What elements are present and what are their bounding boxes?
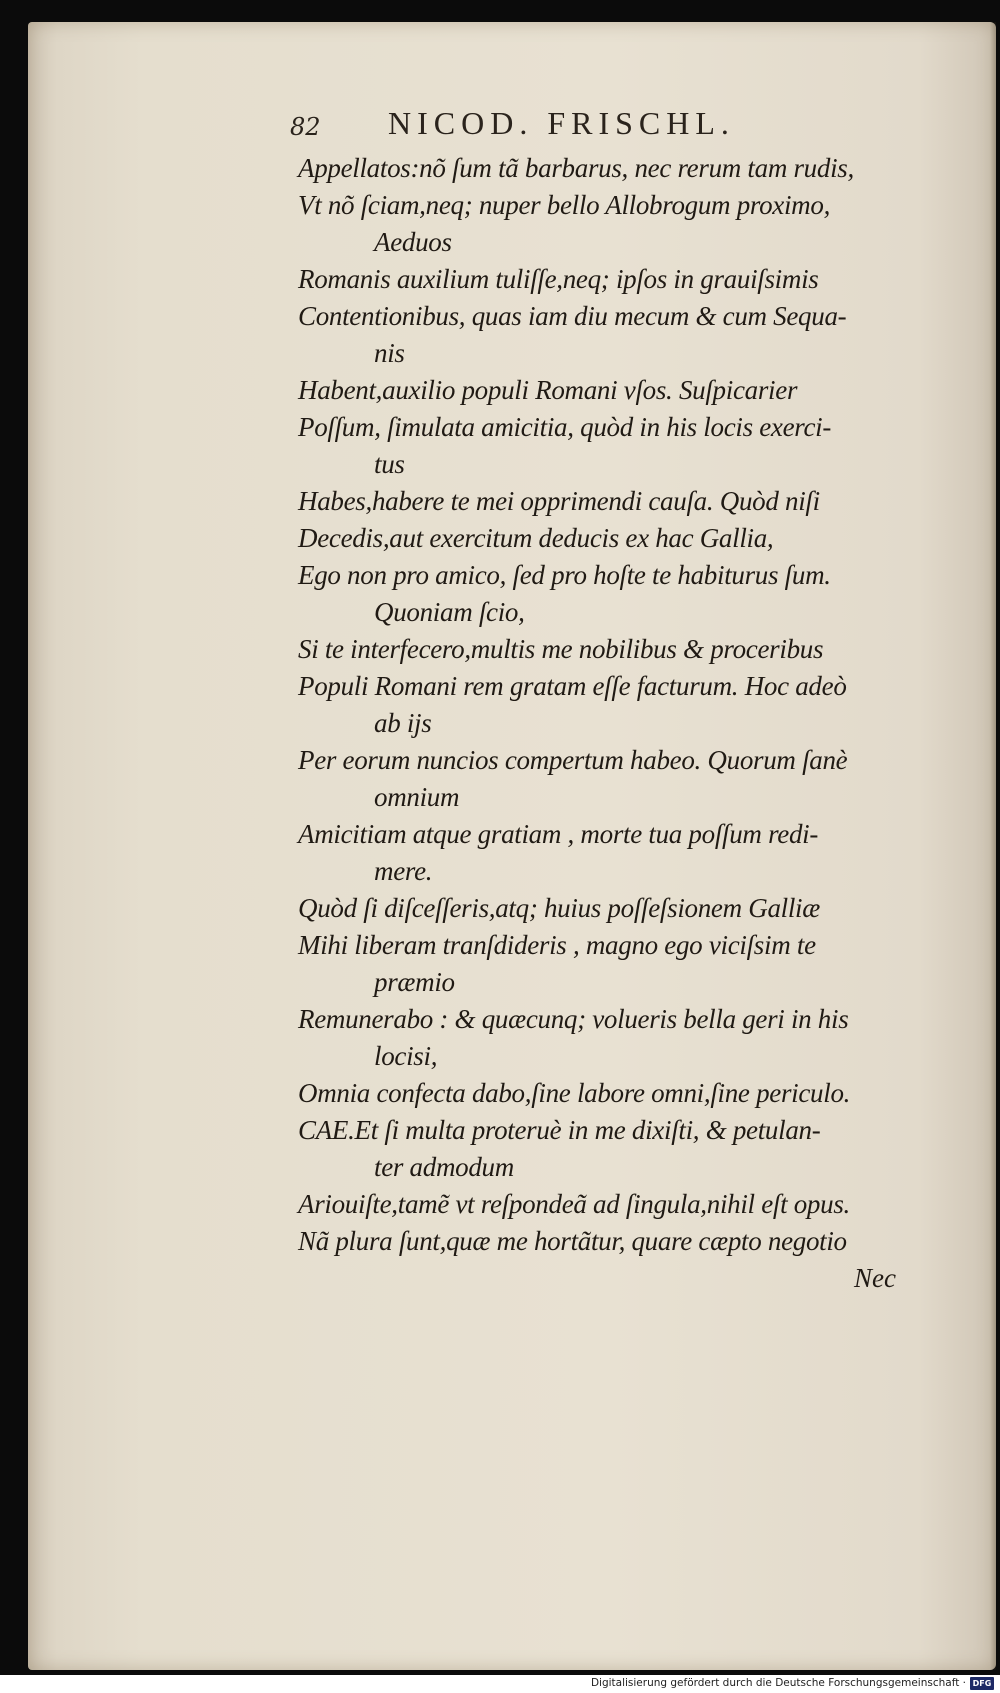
text-line: CAE.Et ſi multa proteruè in me dixiſti, & petulan- xyxy=(298,1115,821,1145)
text-line: Quoniam ſcio, xyxy=(374,597,525,627)
text-line: ter admodum xyxy=(374,1152,514,1182)
text-line: præmio xyxy=(374,967,455,997)
text-line: omnium xyxy=(374,782,460,812)
body-text xyxy=(298,150,908,1297)
digitization-footer xyxy=(0,1675,1000,1693)
text-line: Decedis,aut exercitum deducis ex hac Gallia, xyxy=(298,523,774,553)
text-line: Si te interfecero,multis me nobilibus & proceribus xyxy=(298,634,824,664)
text-line: Quòd ſi diſceſſeris,atq; huius poſſeſsionem Galliæ xyxy=(298,893,820,923)
text-line: Vt nõ ſciam,neq; nuper bello Allobrogum proximo, xyxy=(298,190,831,220)
text-line: ab ijs xyxy=(374,708,432,738)
text-line: Habent,auxilio populi Romani vſos. Suſpicarier xyxy=(298,375,798,405)
page-number: 82 xyxy=(290,113,321,141)
text-line: Per eorum nuncios compertum habeo. Quorum ſanè xyxy=(298,745,848,775)
text-line: tus xyxy=(374,449,405,479)
text-line: Appellatos:nõ ſum tã barbarus, nec rerum tam rudis, xyxy=(298,153,854,183)
text-line: mere. xyxy=(374,856,433,886)
text-line: Omnia confecta dabo,ſine labore omni,ſine periculo. xyxy=(298,1078,851,1108)
text-line: Amicitiam atque gratiam , morte tua poſſum redi- xyxy=(298,819,819,849)
text-line: Aeduos xyxy=(374,227,452,257)
text-line: nis xyxy=(374,338,405,368)
text-line: Habes,habere te mei opprimendi cauſa. Quòd niſi xyxy=(298,486,820,516)
text-line: Mihi liberam tranſdideris , magno ego viciſsim te xyxy=(298,930,816,960)
text-line: Contentionibus, quas iam diu mecum & cum Sequa- xyxy=(298,301,847,331)
running-head xyxy=(290,103,850,143)
dfg-logo-icon: DFG xyxy=(970,1677,994,1690)
funding-credit: Digitalisierung gefördert durch die Deutsche Forschungsgemeinschaft · xyxy=(590,1677,966,1689)
text-line: Poſſum, ſimulata amicitia, quòd in his locis exerci- xyxy=(298,412,832,442)
text-line: Ego non pro amico, ſed pro hoſte te habiturus ſum. xyxy=(298,560,831,590)
text-line: Remunerabo : & quæcunq; volueris bella geri in his xyxy=(298,1004,849,1034)
text-line: Ariouiſte,tamẽ vt reſpondeã ad ſingula,nihil eſt opus. xyxy=(298,1189,850,1219)
text-line: Romanis auxilium tuliſſe,neq; ipſos in grauiſsimis xyxy=(298,264,819,294)
running-title: NICOD. FRISCHL. xyxy=(388,105,735,141)
text-line: locisi, xyxy=(374,1041,438,1071)
text-line: Populi Romani rem gratam eſſe facturum. Hoc adeò xyxy=(298,671,847,701)
text-line: Nã plura ſunt,quæ me hortãtur, quare cæpto negotio xyxy=(298,1226,847,1256)
catchword: Nec xyxy=(854,1263,896,1293)
page-edge-shadow xyxy=(990,22,996,1670)
